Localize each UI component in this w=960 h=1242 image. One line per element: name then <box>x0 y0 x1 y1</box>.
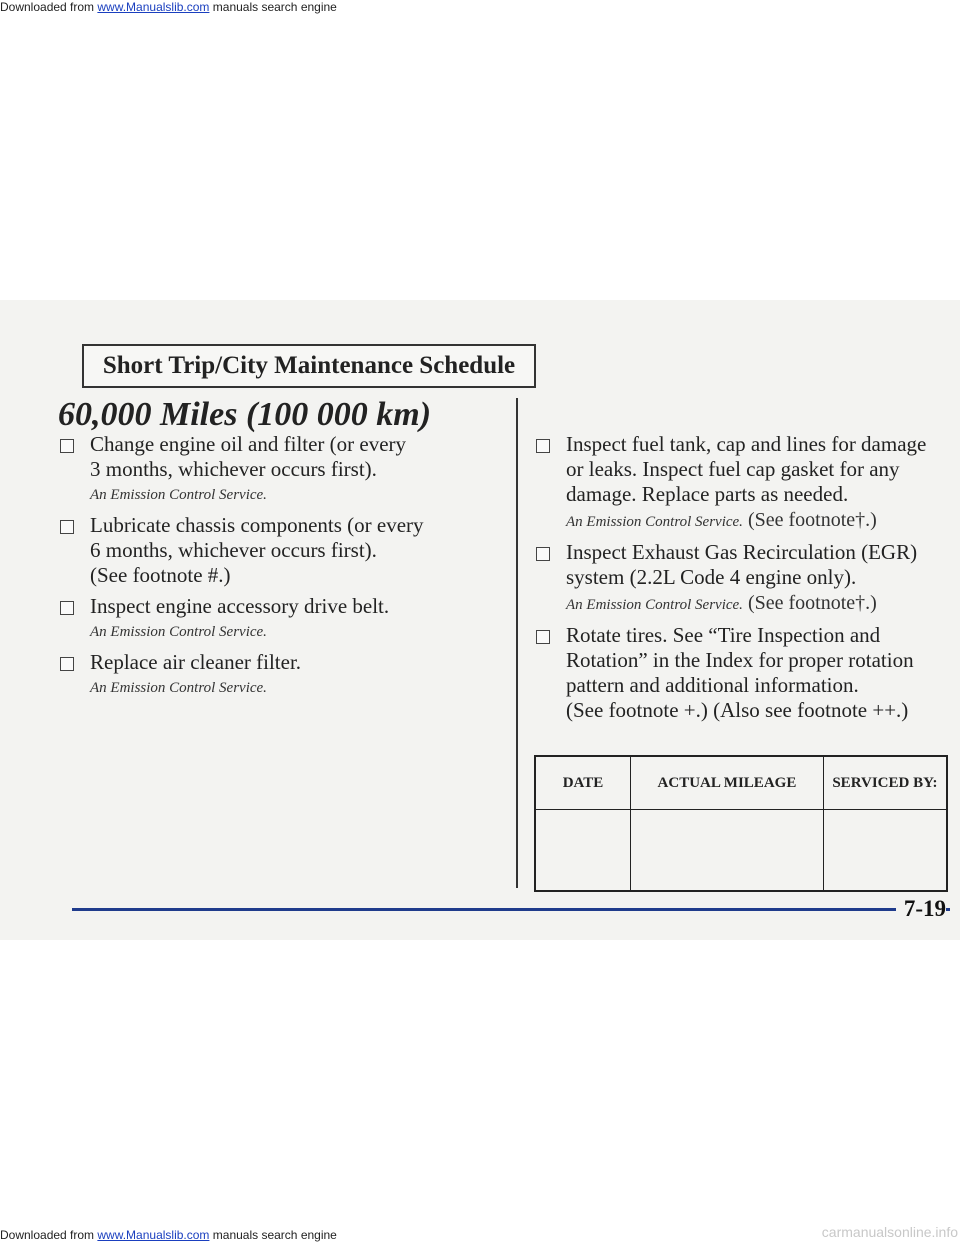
item-text-line: Inspect Exhaust Gas Recirculation (EGR) <box>566 540 918 564</box>
emission-control-text: An Emission Control Service. <box>566 597 743 613</box>
page-title: Short Trip/City Maintenance Schedule <box>82 344 536 388</box>
emission-control-note <box>58 676 478 700</box>
footnote-reference: (See footnote†.) <box>742 592 877 614</box>
column-header-serviced-by: SERVICED BY: <box>823 756 947 810</box>
item-text-line: Rotate tires. See “Tire Inspection and <box>566 623 881 647</box>
manualslib-link[interactable]: www.Manualslib.com <box>97 0 210 14</box>
column-header-date: DATE <box>535 756 631 810</box>
item-text-line: damage. Replace parts as needed. <box>566 482 849 506</box>
checklist-entry <box>58 513 478 588</box>
mileage-heading: 60,000 Miles (100 000 km) <box>58 396 432 433</box>
emission-control-text: An Emission Control Service. <box>90 680 267 696</box>
item-text-line: Inspect fuel tank, cap and lines for damage <box>566 432 927 456</box>
checklist-entry <box>58 594 478 644</box>
item-text-line: Inspect engine accessory drive belt. <box>90 594 390 618</box>
watermark-suffix: manuals search engine <box>209 0 337 14</box>
item-text-line: (See footnote +.) (Also see footnote ++.) <box>566 698 909 722</box>
emission-control-text: An Emission Control Service. <box>90 624 267 640</box>
right-column <box>534 432 954 723</box>
emission-control-text: An Emission Control Service. <box>90 487 267 503</box>
watermark-suffix: manuals search engine <box>209 1228 337 1242</box>
column-divider <box>516 398 518 888</box>
manualslib-link[interactable]: www.Manualslib.com <box>97 1228 210 1242</box>
emission-control-text: An Emission Control Service. <box>566 514 743 530</box>
checklist-entry <box>58 650 478 700</box>
checklist-item <box>58 513 478 588</box>
checklist-entry <box>534 432 954 534</box>
emission-control-note <box>58 620 478 644</box>
footnote-reference: (See footnote†.) <box>742 509 877 531</box>
watermark-prefix: Downloaded from <box>0 1228 98 1242</box>
service-record-table <box>534 755 948 892</box>
item-text-line: (See footnote #.) <box>90 563 231 587</box>
item-text-line: Lubricate chassis components (or every <box>90 513 424 537</box>
page-number: 7-19 <box>896 896 946 922</box>
left-column <box>58 432 478 700</box>
watermark-prefix: Downloaded from <box>0 0 98 14</box>
checkbox-icon[interactable] <box>60 520 74 534</box>
checklist-item <box>58 594 478 619</box>
item-text-line: 3 months, whichever occurs first). <box>90 457 377 481</box>
watermark-bottom <box>0 1228 337 1242</box>
item-text-line: 6 months, whichever occurs first). <box>90 538 377 562</box>
checklist-item <box>534 623 954 723</box>
checkbox-icon[interactable] <box>536 630 550 644</box>
checklist-item <box>534 540 954 590</box>
watermark-top <box>0 0 337 14</box>
item-text-line: Change engine oil and filter (or every <box>90 432 407 456</box>
checkbox-icon[interactable] <box>60 439 74 453</box>
checkbox-icon[interactable] <box>60 601 74 615</box>
checkbox-icon[interactable] <box>60 657 74 671</box>
item-text-line: system (2.2L Code 4 engine only). <box>566 565 857 589</box>
emission-control-note <box>534 591 954 617</box>
column-header-actual-mileage: ACTUAL MILEAGE <box>631 756 824 810</box>
checklist-item <box>58 650 478 675</box>
checkbox-icon[interactable] <box>536 439 550 453</box>
checkbox-icon[interactable] <box>536 547 550 561</box>
checklist-entry <box>534 623 954 723</box>
serviced-by-cell[interactable] <box>823 810 947 892</box>
checklist-item <box>58 432 478 482</box>
item-text-line: or leaks. Inspect fuel cap gasket for any <box>566 457 900 481</box>
watermark-site: carmanualsonline.info <box>821 1224 958 1240</box>
emission-control-note <box>534 508 954 534</box>
item-text-line: pattern and additional information. <box>566 673 859 697</box>
checklist-item <box>534 432 954 507</box>
emission-control-note <box>58 483 478 507</box>
item-text-line: Replace air cleaner filter. <box>90 650 302 674</box>
footer-rule <box>72 908 950 911</box>
item-text-line: Rotation” in the Index for proper rotation <box>566 648 914 672</box>
checklist-entry <box>58 432 478 507</box>
date-cell[interactable] <box>535 810 631 892</box>
checklist-entry <box>534 540 954 617</box>
actual-mileage-cell[interactable] <box>631 810 824 892</box>
